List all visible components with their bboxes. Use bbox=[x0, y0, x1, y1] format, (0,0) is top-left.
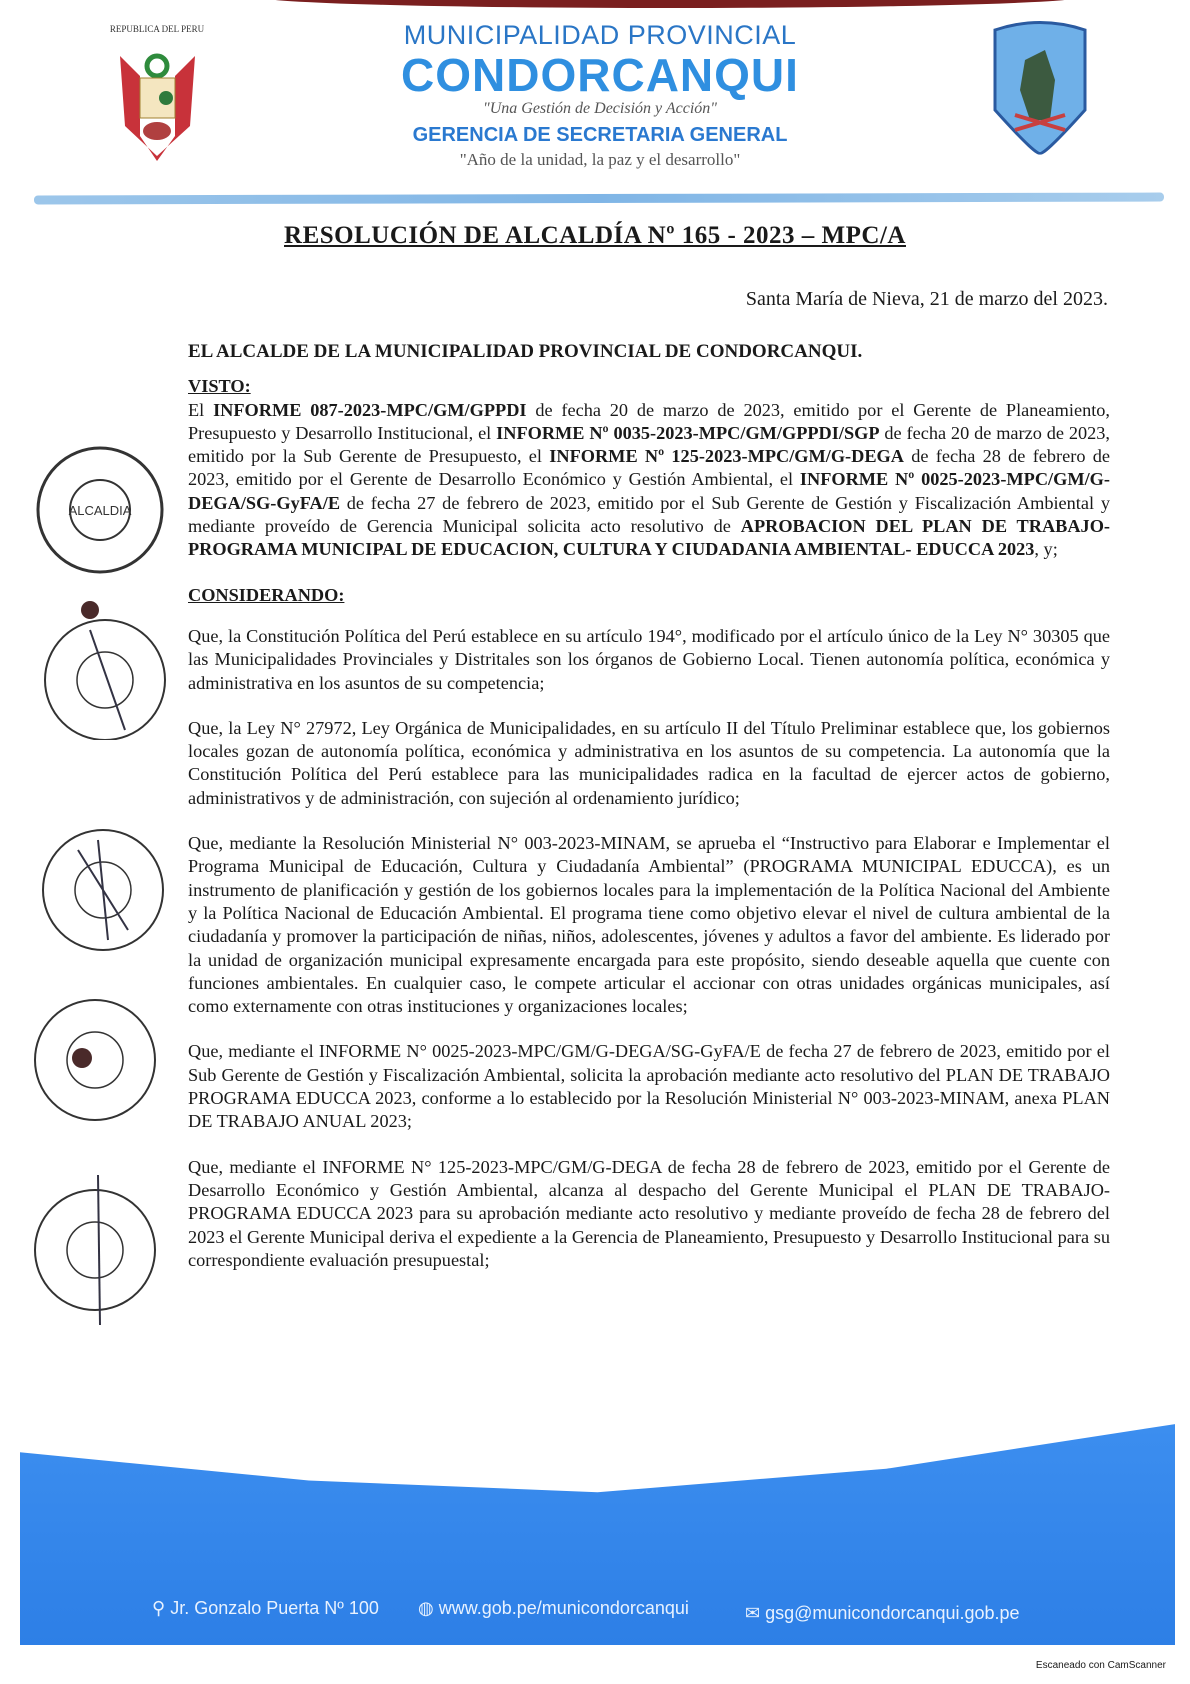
footer-address bbox=[152, 1598, 379, 1619]
website-link[interactable]: www.gob.pe/municondorcanqui bbox=[438, 1598, 689, 1618]
municipal-stamp bbox=[20, 1170, 170, 1330]
peru-coat-of-arms-logo bbox=[100, 16, 215, 166]
svg-text:REPUBLICA DEL PERU: REPUBLICA DEL PERU bbox=[109, 24, 205, 34]
visto-text: El bbox=[188, 399, 214, 420]
globe-icon: ◍ bbox=[418, 1598, 434, 1618]
document-body bbox=[188, 340, 1110, 1294]
considerando-paragraph: Que, mediante la Resolución Ministerial N° 003-2023-MINAM, se aprueba el “Instructivo para Elaborar e Implementar el Programa Municipal de Educación, Cultura y Ciudadanía Ambiental” (PROGRAMA MUNICIPAL EDUCCA), es un instrumento de planificación y gestión de los gobiernos locales para la implementación de la Política Nacional del Ambiente y la Política Nacional de Educación Ambiental. El programa tiene como objetivo elevar el nivel de cultura ambiental de la ciudadanía y promover la participación de niñas, niños, adolescentes, jóvenes y adultos a favor del ambiente. Es liderado por la unidad de organización municipal expresamente encargada para este propósito, siendo deseable aquella que cuente con funciones ambientales. En cualquier caso, le compete articular el accionar con otras unidades orgánicas municipales, así como externamente con otras instituciones y organizaciones locales; bbox=[188, 833, 1110, 1017]
document-title bbox=[0, 222, 1190, 250]
visto-text: de fecha 28 de febrero de 2023, emitido por el Gerente de Desarrollo Económico y Gestión Ambiental, el bbox=[188, 446, 1110, 490]
svg-text:ALCALDIA: ALCALDIA bbox=[68, 503, 132, 518]
considerando-paragraph: Que, la Ley N° 27972, Ley Orgánica de Municipalidades, en su artículo II del Título Preliminar establece que, los gobiernos locales gozan de autonomía política, económica y administrativa en los asuntos de su competencia. La autonomía que la Constitución Política del Perú establece para las municipalidades radica en la facultad de ejercer actos de gobierno, administrativos y de administración, con sujeción al ordenamiento jurídico; bbox=[188, 717, 1110, 808]
document-title-text: RESOLUCIÓN DE ALCALDÍA Nº 165 - 2023 – MPC/A bbox=[284, 222, 906, 249]
mail-icon: ✉ bbox=[745, 1603, 761, 1623]
visto-paragraph bbox=[188, 399, 1110, 562]
considerando-paragraph: Que, la Constitución Política del Perú establece en su artículo 194°, modificado por el artículo único de la Ley N° 30305 que las Municipalidades Provinciales y Distritales son los órganos de Gobierno Local. Tienen autonomía política, económica y administrativa en los asuntos de su competencia; bbox=[188, 625, 1110, 693]
visto-text: de fecha 20 de marzo de 2023, emitido por el Gerente de Planeamiento, Presupuesto y Desarrollo Institucional, el bbox=[188, 399, 1110, 443]
org-name-line2: CONDORCANQUI bbox=[401, 49, 799, 101]
year-motto: "Año de la unidad, la paz y el desarrollo" bbox=[459, 150, 741, 169]
header-divider bbox=[34, 193, 1164, 205]
slogan: "Una Gestión de Decisión y Acción" bbox=[483, 100, 717, 117]
visto-bold-reference: INFORME 087-2023-MPC/GM/GPPDI bbox=[213, 399, 527, 420]
considerando-paragraph: Que, mediante el INFORME N° 125-2023-MPC/GM/G-DEGA de fecha 28 de febrero de 2023, emitido por el Gerente de Desarrollo Económico y Gestión Ambiental, alcanza al despacho del Gerente Municipal el PLAN DE TRABAJO-PROGRAMA EDUCCA 2023 para su aprobación mediante acto resolutivo y mediante proveído de fecha 28 de febrero del 2023 el Gerente Municipal deriva el expediente a la Gerencia de Planeamiento, Presupuesto y Desarrollo Institucional para su correspondiente evaluación presupuestal; bbox=[188, 1156, 1110, 1270]
considerando-label: CONSIDERANDO: bbox=[188, 584, 345, 605]
municipal-stamp bbox=[28, 820, 178, 960]
municipal-stamp bbox=[20, 990, 170, 1130]
footer-email[interactable] bbox=[745, 1603, 1020, 1624]
visto-bold-reference: INFORME Nº 125-2023-MPC/GM/G-DEGA bbox=[549, 446, 904, 467]
considerando-paragraph: Que, mediante el INFORME N° 0025-2023-MPC/GM/G-DEGA/SG-GyFA/E de fecha 27 de febrero de 2023, emitido por el Sub Gerente de Gestión y Fiscalización Ambiental, solicita la aprobación mediante acto resolutivo del PLAN DE TRABAJO PROGRAMA EDUCCA 2023, conforme a lo establecido por la Resolución Ministerial N° 003-2023-MINAM, anexa PLAN DE TRABAJO ANUAL 2023; bbox=[188, 1041, 1110, 1132]
visto-text: de fecha 27 de febrero de 2023, emitido por el Sub Gerente de Gestión y Fiscalización Ambiental y mediante proveído de Gerencia Municipal solicita acto resolutivo de bbox=[188, 492, 1110, 537]
municipal-stamp bbox=[30, 600, 180, 740]
org-name-line1: MUNICIPALIDAD PROVINCIAL bbox=[403, 20, 797, 50]
top-border bbox=[260, 0, 1080, 8]
visto-label: VISTO: bbox=[188, 376, 251, 397]
alcaldia-stamp bbox=[25, 440, 175, 580]
visto-text: de fecha 20 de marzo de 2023, emitido por la Sub Gerente de Presupuesto, el bbox=[188, 422, 1110, 467]
visto-bold-reference: APROBACION DEL PLAN DE TRABAJO-PROGRAMA MUNICIPAL DE EDUCACION, CULTURA Y CIUDADANIA AMBIENTAL- EDUCCA 2023 bbox=[188, 516, 1111, 560]
considerando-paragraphs bbox=[188, 625, 1110, 1272]
scanner-watermark: Escaneado con CamScanner bbox=[1035, 1660, 1166, 1671]
visto-bold-reference: INFORME Nº 0025-2023-MPC/GM/G-DEGA/SG-GyFA/E bbox=[188, 469, 1110, 513]
footer-website[interactable] bbox=[418, 1598, 689, 1619]
authority-heading: EL ALCALDE DE LA MUNICIPALIDAD PROVINCIAL DE CONDORCANQUI. bbox=[188, 341, 863, 362]
address-text: Jr. Gonzalo Puerta Nº 100 bbox=[170, 1598, 379, 1618]
email-link[interactable]: gsg@municondorcanqui.gob.pe bbox=[765, 1603, 1020, 1623]
condorcanqui-shield-logo bbox=[990, 20, 1090, 155]
department-name: GERENCIA DE SECRETARIA GENERAL bbox=[412, 124, 788, 146]
visto-bold-reference: INFORME Nº 0035-2023-MPC/GM/GPPDI/SGP bbox=[496, 422, 880, 443]
visto-text: , y; bbox=[1034, 539, 1058, 560]
location-pin-icon: ⚲ bbox=[152, 1598, 166, 1618]
document-date: Santa María de Nieva, 21 de marzo del 2023. bbox=[745, 288, 1108, 310]
